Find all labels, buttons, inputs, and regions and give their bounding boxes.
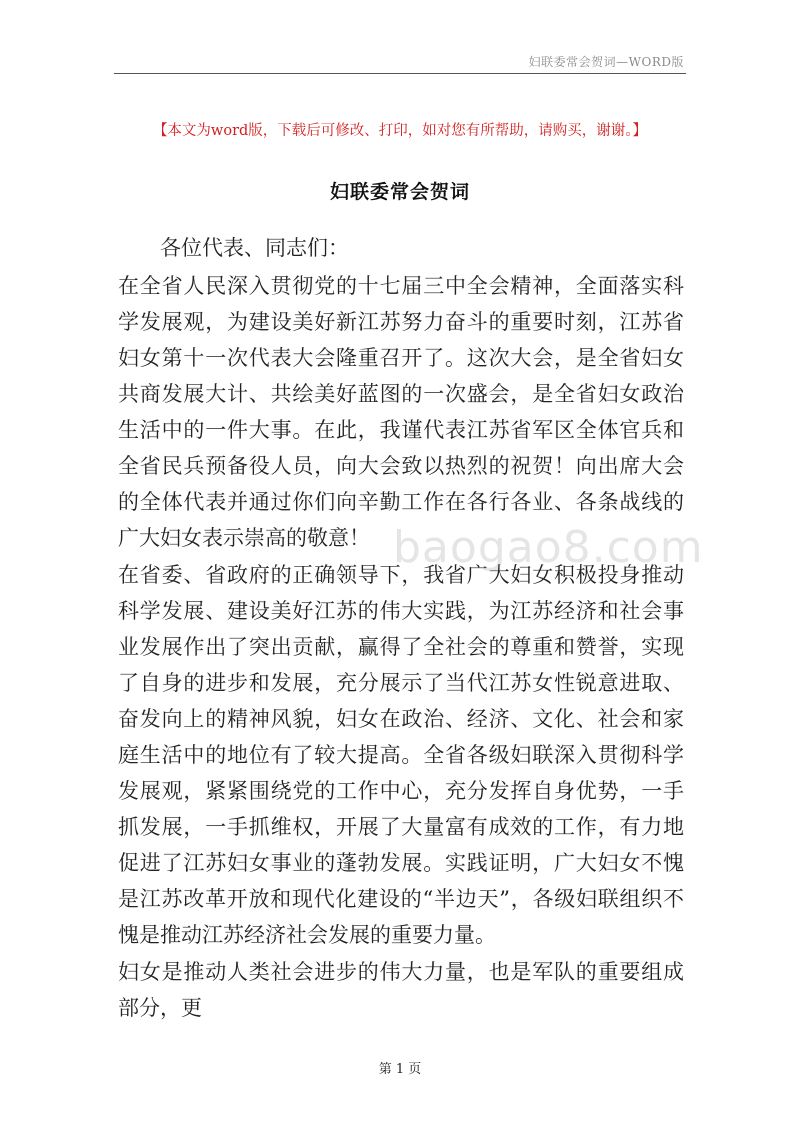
paragraph-3: 妇女是推动人类社会进步的伟大力量，也是军队的重要组成部分，更 — [118, 960, 684, 1020]
salutation: 各位代表、同志们： — [160, 236, 349, 260]
paragraph-2: 在省委、省政府的正确领导下，我省广大妇女积极投身推动科学发展、建设美好江苏的伟大实践，为江苏经济和社会事业发展作出了突出贡献，赢得了全社会的尊重和赞誉，实现了自身的进步和发展，充分展示了当代江苏女性锐意进取、奋发向上的精神风貌，妇女在政治、经济、文化、社会和家庭生活中的地位有了较大提高。全省各级妇联深入贯彻科学发展观，紧紧围绕党的工作中心，充分发挥自身优势，一手抓发展，一手抓维权，开展了大量富有成效的工作，有力地促进了江苏妇女事业的蓬勃发展。实践证明，广大妇女不愧是江苏改革开放和现代化建设的“半边天”，各级妇联组织不愧是推动江苏经济社会发展的重要力量。 — [118, 563, 684, 947]
header-title: 妇联委常会贺词—WORD版 — [528, 55, 684, 69]
header-divider — [114, 73, 686, 74]
document-title: 妇联委常会贺词 — [329, 181, 470, 203]
page-number: 第 1 页 — [378, 1062, 422, 1077]
purchase-notice: 【本文为word版，下载后可修改、打印，如对您有所帮助，请购买，谢谢。】 — [152, 123, 648, 139]
watermark: baogao8.com — [393, 522, 704, 573]
paragraph-1: 在全省人民深入贯彻党的十七届三中全会精神，全面落实科学发展观，为建设美好新江苏努力奋斗的重要时刻，江苏省妇女第十一次代表大会隆重召开了。这次大会，是全省妇女共商发展大计、共绘美好蓝图的一次盛会，是全省妇女政治生活中的一件大事。在此，我谨代表江苏省军区全体官兵和全省民兵预备役人员，向大会致以热烈的祝贺！向出席大会的全体代表并通过你们向辛勤工作在各行各业、各条战线的广大妇女表示崇高的敬意！ — [118, 274, 684, 550]
document-body — [118, 230, 684, 1026]
